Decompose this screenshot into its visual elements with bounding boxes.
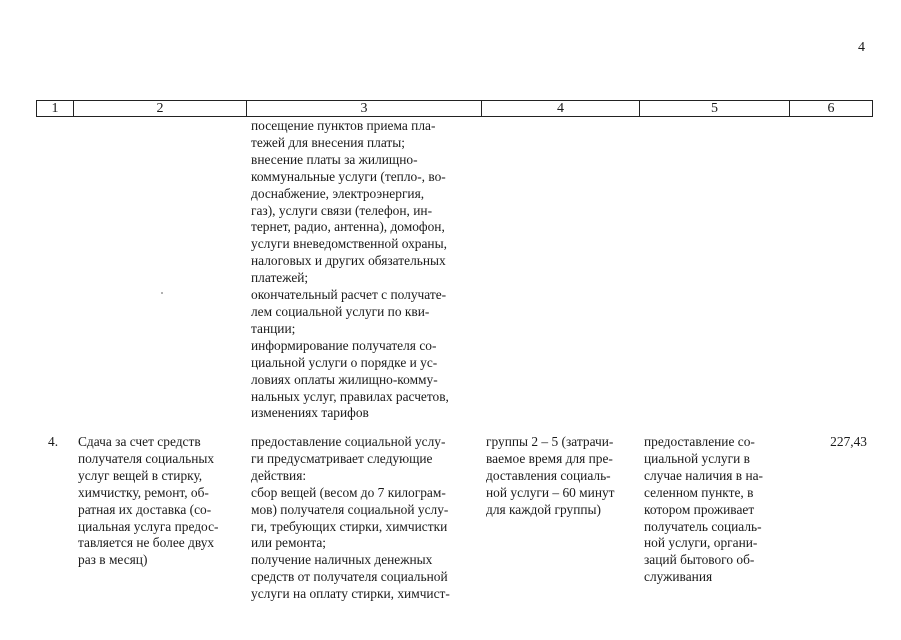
text-line: получателя социальных	[78, 450, 215, 466]
text-line: заций бытового об-	[644, 552, 755, 568]
text-line: окончательный расчет с получате-	[251, 287, 447, 303]
text-line: случае наличия в на-	[644, 467, 764, 483]
text-line: предоставление со-	[644, 434, 755, 449]
text-line: услуги на оплату стирки, химчист-	[251, 586, 450, 602]
text-line: изменениях тарифов	[251, 405, 369, 421]
text-line: котором проживает	[644, 501, 755, 517]
row4-service-name	[78, 434, 241, 569]
header-cell-5: 5	[639, 100, 789, 117]
text-line: получатель социаль-	[644, 518, 762, 534]
header-cell-2: 2	[73, 100, 246, 117]
header-cell-4: 4	[481, 100, 639, 117]
text-line: платежей;	[251, 270, 309, 286]
text-line: доставления социаль-	[486, 467, 611, 483]
text-line: тавляется не более двух	[78, 535, 215, 551]
row4-number: 4.	[48, 434, 59, 449]
text-line: получение наличных денежных	[251, 552, 433, 568]
text-line: циальной услуги в	[644, 450, 750, 466]
text-line: ваемое время для пре-	[486, 450, 613, 466]
text-line: группы 2 – 5 (затрачи-	[486, 434, 614, 449]
text-line: химчистку, ремонт, об-	[78, 484, 209, 500]
text-line: Сдача за счет средств	[78, 434, 201, 449]
header-cell-1: 1	[36, 100, 73, 117]
text-line: внесение платы за жилищно-	[251, 151, 418, 167]
text-line: раз в месяц)	[78, 552, 148, 568]
text-line: посещение пунктов приема пла-	[251, 118, 436, 133]
text-line: налоговых и других обязательных	[251, 253, 446, 269]
text-line: доснабжение, электроэнергия,	[251, 185, 425, 201]
scan-speck	[161, 292, 163, 294]
text-line: лем социальной услуги по кви-	[251, 303, 430, 319]
text-line: ги предусматривает следующие	[251, 450, 433, 466]
text-line: действия:	[251, 467, 307, 483]
text-line: услуг вещей в стирку,	[78, 467, 203, 483]
text-line: ной услуги – 60 минут	[486, 484, 615, 500]
text-line: танции;	[251, 320, 296, 336]
text-line: нальных услуг, правилах расчетов,	[251, 388, 449, 404]
header-cell-6: 6	[789, 100, 873, 117]
row4-tariff: 227,43	[830, 434, 867, 449]
row4-description	[251, 434, 474, 603]
text-line: услуги вневедомственной охраны,	[251, 236, 447, 252]
text-line: ги, требующих стирки, химчистки	[251, 518, 448, 534]
text-line: ной услуги, органи-	[644, 535, 758, 551]
text-line: циальной услуги о порядке и ус-	[251, 354, 438, 370]
text-line: коммунальные услуги (тепло-, во-	[251, 168, 446, 184]
text-line: мов) получателя социальной услу-	[251, 501, 449, 517]
text-line: средств от получателя социальной	[251, 569, 448, 585]
text-line: служивания	[644, 569, 713, 585]
text-line: ратная их доставка (со-	[78, 501, 212, 517]
header-cell-3: 3	[246, 100, 481, 117]
row4-conditions	[644, 434, 784, 586]
text-line: ловиях оплаты жилищно-комму-	[251, 371, 438, 387]
text-line: газ), услуги связи (телефон, ин-	[251, 202, 433, 218]
text-line: для каждой группы)	[486, 501, 602, 517]
text-line: тежей для внесения платы;	[251, 134, 405, 150]
continuation-col3-text	[251, 118, 474, 422]
text-line: сбор вещей (весом до 7 килограм-	[251, 484, 446, 500]
row4-time-norm	[486, 434, 634, 519]
text-line: циальная услуга предос-	[78, 518, 219, 534]
text-line: информирование получателя со-	[251, 337, 437, 353]
page-number: 4	[858, 40, 865, 55]
text-line: или ремонта;	[251, 535, 327, 551]
text-line: селенном пункте, в	[644, 484, 754, 500]
text-line: предоставление социальной услу-	[251, 434, 446, 449]
text-line: тернет, радио, антенна), домофон,	[251, 219, 445, 235]
